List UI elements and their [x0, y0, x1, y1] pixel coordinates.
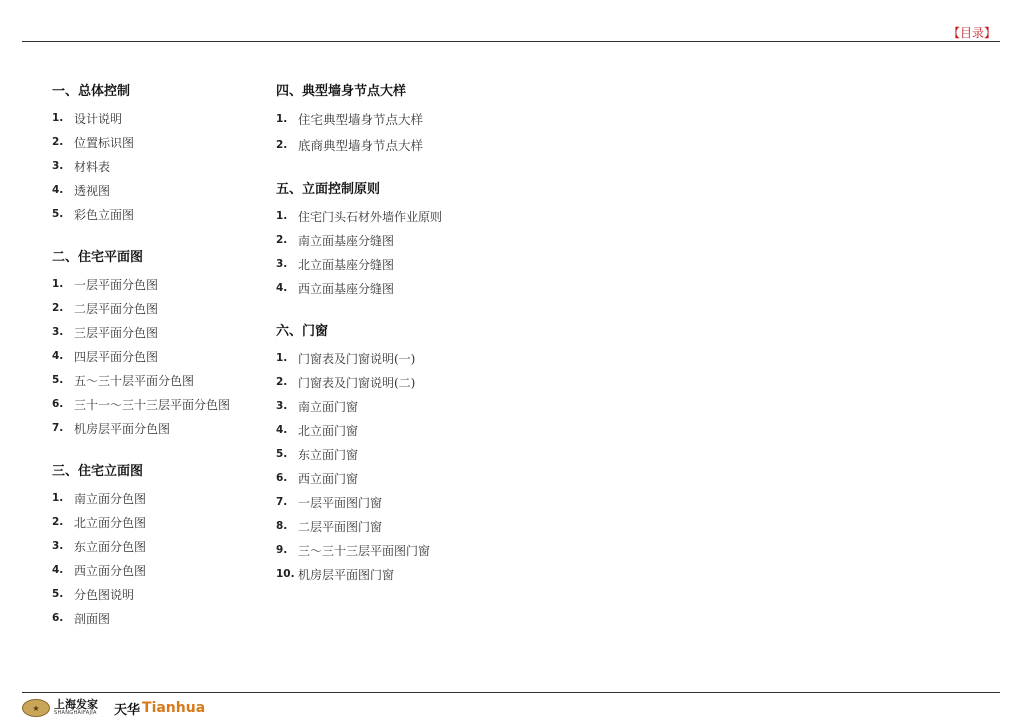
toc-item[interactable]: [52, 106, 262, 130]
section-title: 五、立面控制原则: [276, 182, 381, 197]
toc-section: [52, 248, 262, 440]
item-number: 2.: [52, 516, 64, 528]
item-label: 二层平面分色图: [74, 301, 159, 316]
section-title: 六、门窗: [276, 324, 329, 339]
item-number: 1.: [52, 112, 64, 124]
toc-section: [276, 180, 536, 300]
toc-item[interactable]: [52, 510, 262, 534]
item-label: 分色图说明: [74, 587, 135, 602]
toc-section: [276, 322, 536, 586]
item-number: 7.: [276, 496, 288, 508]
toc-item[interactable]: [52, 606, 262, 630]
item-label: 北立面门窗: [298, 423, 359, 438]
toc-item[interactable]: [52, 296, 262, 320]
item-number: 3.: [52, 540, 64, 552]
toc-item[interactable]: [276, 418, 536, 442]
item-number: 6.: [52, 398, 64, 410]
item-label: 彩色立面图: [74, 207, 135, 222]
toc-item[interactable]: [276, 228, 536, 252]
item-label: 西立面基座分缝图: [298, 281, 395, 296]
item-number: 3.: [52, 160, 64, 172]
toc-item[interactable]: [276, 132, 536, 158]
toc-item[interactable]: [276, 276, 536, 300]
toc-item[interactable]: [52, 558, 262, 582]
toc-section: [52, 82, 262, 226]
toc-item[interactable]: [276, 346, 536, 370]
item-number: 8.: [276, 520, 288, 532]
item-label: 四层平面分色图: [74, 349, 159, 364]
toc-section: [276, 82, 536, 158]
item-number: 2.: [52, 136, 64, 148]
item-number: 1.: [276, 113, 288, 125]
section-title: 二、住宅平面图: [52, 250, 144, 265]
toc-item[interactable]: [52, 272, 262, 296]
item-label: 西立面分色图: [74, 563, 147, 578]
item-number: 2.: [276, 234, 288, 246]
toc-header-tag[interactable]: 【目录】: [947, 26, 996, 40]
item-label: 门窗表及门窗说明(二): [298, 375, 416, 390]
item-label: 底商典型墙身节点大样: [298, 138, 424, 153]
item-label: 机房层平面图门窗: [298, 567, 395, 582]
section-title: 一、总体控制: [52, 84, 131, 99]
tianhua-logo-en: Tianhua: [142, 700, 206, 716]
item-label: 西立面门窗: [298, 471, 359, 486]
toc-item[interactable]: [52, 534, 262, 558]
item-label: 五～三十层平面分色图: [74, 373, 195, 388]
item-label: 剖面图: [74, 611, 111, 626]
section-title: 四、典型墙身节点大样: [276, 84, 407, 99]
item-label: 南立面分色图: [74, 491, 147, 506]
item-number: 5.: [52, 374, 64, 386]
item-label: 住宅典型墙身节点大样: [298, 112, 424, 127]
item-label: 材料表: [74, 159, 111, 174]
item-label: 机房层平面分色图: [74, 421, 171, 436]
item-number: 9.: [276, 544, 288, 556]
item-number: 5.: [52, 208, 64, 220]
toc-item[interactable]: [52, 154, 262, 178]
shanghai-logo-en: SHANGHAIFAJIA: [54, 710, 97, 716]
item-number: 5.: [276, 448, 288, 460]
item-label: 南立面门窗: [298, 399, 359, 414]
toc-item[interactable]: [276, 490, 536, 514]
shanghai-logo-cn: 上海发家: [54, 698, 98, 711]
item-number: 1.: [52, 492, 64, 504]
item-number: 1.: [276, 352, 288, 364]
item-label: 住宅门头石材外墙作业原则: [298, 209, 443, 224]
item-number: 7.: [52, 422, 64, 434]
section-title: 三、住宅立面图: [52, 464, 144, 479]
toc-item[interactable]: [52, 582, 262, 606]
tianhua-logo-cn: 天华: [114, 702, 141, 718]
company-seal-icon: ★: [22, 699, 50, 717]
shanghai-logo: [54, 700, 98, 716]
item-label: 三层平面分色图: [74, 325, 159, 340]
item-label: 二层平面图门窗: [298, 519, 383, 534]
toc-item[interactable]: [276, 466, 536, 490]
item-number: 3.: [276, 400, 288, 412]
item-label: 设计说明: [74, 111, 123, 126]
toc-item[interactable]: [276, 394, 536, 418]
item-number: 2.: [52, 302, 64, 314]
toc-item[interactable]: [276, 514, 536, 538]
item-label: 南立面基座分缝图: [298, 233, 395, 248]
item-label: 三～三十三层平面图门窗: [298, 543, 431, 558]
item-label: 一层平面图门窗: [298, 495, 383, 510]
toc-item[interactable]: [276, 370, 536, 394]
toc-item[interactable]: [52, 368, 262, 392]
item-number: 3.: [52, 326, 64, 338]
toc-item[interactable]: [52, 130, 262, 154]
toc-item[interactable]: [52, 486, 262, 510]
item-label: 门窗表及门窗说明(一): [298, 351, 416, 366]
top-divider: [22, 41, 1000, 42]
item-number: 6.: [276, 472, 288, 484]
item-number: 4.: [276, 424, 288, 436]
item-label: 位置标识图: [74, 135, 135, 150]
item-number: 4.: [52, 184, 64, 196]
item-number: 4.: [276, 282, 288, 294]
item-number: 2.: [276, 376, 288, 388]
item-number: 2.: [276, 139, 288, 151]
toc-right-column: [276, 82, 536, 608]
footer-logos: [22, 697, 205, 719]
item-label: 北立面分色图: [74, 515, 147, 530]
item-number: 10.: [276, 568, 295, 580]
item-label: 一层平面分色图: [74, 277, 159, 292]
toc-left-column: [52, 82, 262, 652]
toc-section: [52, 462, 262, 630]
toc-item[interactable]: [52, 344, 262, 368]
item-label: 东立面门窗: [298, 447, 359, 462]
toc-item[interactable]: [52, 320, 262, 344]
item-number: 3.: [276, 258, 288, 270]
toc-item[interactable]: [276, 204, 536, 228]
toc-item[interactable]: [52, 178, 262, 202]
item-number: 5.: [52, 588, 64, 600]
item-label: 透视图: [74, 183, 111, 198]
toc-item[interactable]: [276, 252, 536, 276]
item-label: 三十一～三十三层平面分色图: [74, 397, 231, 412]
toc-item[interactable]: [276, 562, 536, 586]
item-number: 1.: [276, 210, 288, 222]
item-label: 北立面基座分缝图: [298, 257, 395, 272]
item-number: 6.: [52, 612, 64, 624]
toc-item[interactable]: [52, 392, 262, 416]
bottom-divider: [22, 692, 1000, 693]
item-label: 东立面分色图: [74, 539, 147, 554]
toc-item[interactable]: [276, 106, 536, 132]
toc-item[interactable]: [276, 442, 536, 466]
toc-item[interactable]: [52, 416, 262, 440]
toc-item[interactable]: [276, 538, 536, 562]
toc-item[interactable]: [52, 202, 262, 226]
item-number: 1.: [52, 278, 64, 290]
item-number: 4.: [52, 350, 64, 362]
item-number: 4.: [52, 564, 64, 576]
